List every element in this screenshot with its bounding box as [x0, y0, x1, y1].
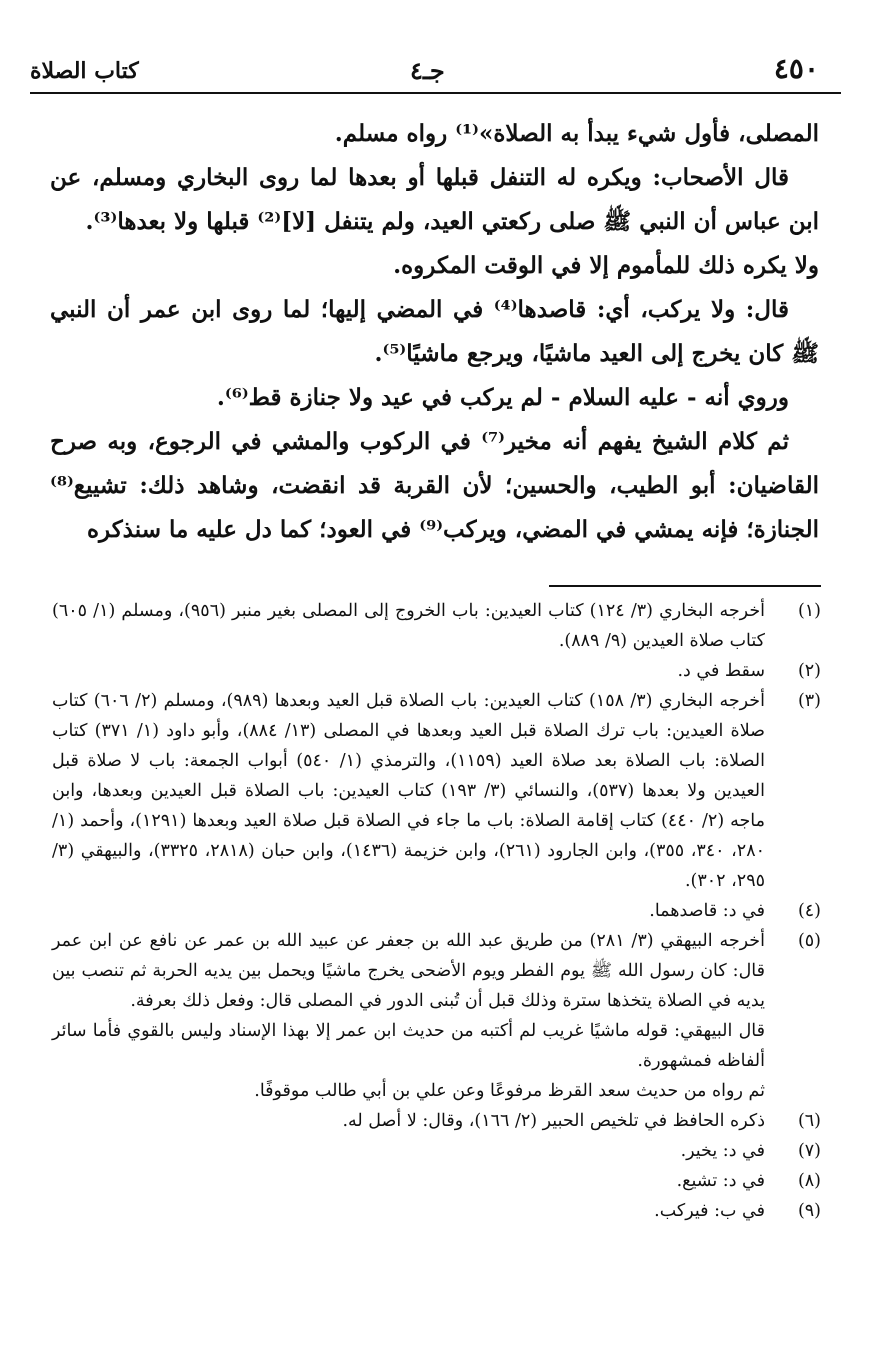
page-header: [30, 52, 849, 92]
footnote-number: (١): [797, 601, 821, 621]
footnote-number: (٣): [797, 691, 821, 711]
volume-label: جـ٤: [410, 56, 445, 85]
footnote-divider: [549, 585, 821, 587]
main-paragraph: المصلى، فأول شيء يبدأ به الصلاة»⁽¹⁾ رواه مسلم.: [334, 120, 819, 147]
footnote: [52, 926, 821, 1106]
footnote-text: في د: قاصدهما.: [649, 901, 765, 921]
footnote-text: ثم رواه من حديث سعد القرظ مرفوعًا وعن علي بن أبي طالب موقوفًا.: [254, 1081, 765, 1101]
footnote-number: (٤): [797, 901, 821, 921]
main-text: [50, 112, 819, 552]
footnotes: [52, 596, 821, 1226]
footnote: [52, 1136, 821, 1166]
page-number: ٤٥٠: [773, 52, 819, 85]
footnote-text: في ب: فيركب.: [654, 1201, 765, 1221]
main-paragraph: ثم كلام الشيخ يفهم أنه مخير⁽⁷⁾ في الركوب والمشي في الرجوع، وبه صرح القاضيان: أبو الطيب، والحسين؛ لأن القربة قد انقضت، وشاهد ذلك: تشييع⁽⁸⁾ الجنازة؛ فإنه يمشي في المضي، ويركب⁽⁹⁾ في العود؛ كما دل عليه ما سنذكره: [50, 428, 819, 543]
footnote: [52, 1166, 821, 1196]
footnote-text: سقط في د.: [677, 661, 765, 681]
footnote: [52, 1196, 821, 1226]
footnote-number: (٢): [797, 661, 821, 681]
footnote: [52, 656, 821, 686]
footnote-text: في د: يخير.: [680, 1141, 765, 1161]
footnote-number: (٧): [797, 1141, 821, 1161]
main-paragraph: وروي أنه - عليه السلام - لم يركب في عيد ولا جنازة قط⁽⁶⁾.: [216, 384, 789, 411]
footnote: [52, 596, 821, 656]
header-divider: [30, 92, 841, 94]
footnote-text: قال البيهقي: قوله ماشيًا غريب لم أكتبه من حديث ابن عمر إلا بهذا الإسناد وليس بالقوي فأما سائر ألفاظه فمشهورة.: [52, 1021, 765, 1071]
footnote: [52, 686, 821, 896]
footnote-number: (٩): [797, 1201, 821, 1221]
main-paragraph: قال: ولا يركب، أي: قاصدها⁽⁴⁾ في المضي إليها؛ لما روى ابن عمر أن النبي ﷺ كان يخرج إلى العيد ماشيًا، ويرجع ماشيًا⁽⁵⁾.: [50, 296, 819, 367]
footnote: [52, 896, 821, 926]
main-paragraph: ولا يكره ذلك للمأموم إلا في الوقت المكروه.: [393, 252, 819, 279]
footnote-number: (٨): [797, 1171, 821, 1191]
footnote: [52, 1106, 821, 1136]
footnote-text: في د: تشيع.: [676, 1171, 765, 1191]
footnote-number: (٥): [797, 931, 821, 951]
book-title: كتاب الصلاة: [30, 58, 139, 84]
footnote-number: (٦): [797, 1111, 821, 1131]
footnote-text: أخرجه البخاري (٣/ ١٥٨) كتاب العيدين: باب الصلاة قبل العيد وبعدها (٩٨٩)، ومسلم (٢/ ٦٠٦) كتاب صلاة العيدين: باب ترك الصلاة قبل العيد وبعدها في المصلى (١٣/ ٨٨٤)، وأبو داود (١/ ٣٧١) كتاب الصلاة: باب الصلاة بعد صلاة العيد (١١٥٩)، والترمذي (١/ ٥٤٠) أبواب الجمعة: باب لا صلاة قبل العيدين ولا بعدها (٥٣٧)، والنسائي (٣/ ١٩٣) كتاب العيدين: باب الصلاة قبل العيدين وبعدها، وابن ماجه (٢/ ٤٤٠) كتاب إقامة الصلاة: باب ما جاء في الصلاة قبل صلاة العيد وبعدها (١٢٩١)، وأحمد (١/ ٢٨٠، ٣٤٠، ٣٥٥)، وابن الجارود (٢٦١)، وابن خزيمة (١٤٣٦)، وابن حبان (٢٨١٨، ٣٣٢٥)، والبيهقي (٣/ ٢٩٥، ٣٠٢).: [52, 691, 766, 891]
main-paragraph: قال الأصحاب: ويكره له التنفل قبلها أو بعدها لما روى البخاري ومسلم، عن ابن عباس أن النبي ﷺ صلى ركعتي العيد، ولم يتنفل [لا]⁽²⁾ قبلها ولا بعدها⁽³⁾.: [50, 164, 819, 235]
footnote-text: أخرجه البخاري (٣/ ١٢٤) كتاب العيدين: باب الخروج إلى المصلى بغير منبر (٩٥٦)، ومسلم (١/ ٦٠٥) كتاب صلاة العيدين (٩/ ٨٨٩).: [52, 601, 765, 651]
footnote-text: أخرجه البيهقي (٣/ ٢٨١) من طريق عبد الله بن جعفر عن عبيد الله بن عمر عن نافع عن ابن عمر قال: كان رسول الله ﷺ يوم الفطر ويوم الأضحى يخرج ماشيًا ويحمل بين يديه الحربة ثم تنصب بين يديه في الصلاة يتخذها سترة وذلك قبل أن تُبنى الدور في المصلى قال: وفعل ذلك بعرفة.: [52, 931, 765, 1011]
footnote-text: ذكره الحافظ في تلخيص الحبير (٢/ ١٦٦)، وقال: لا أصل له.: [342, 1111, 765, 1131]
